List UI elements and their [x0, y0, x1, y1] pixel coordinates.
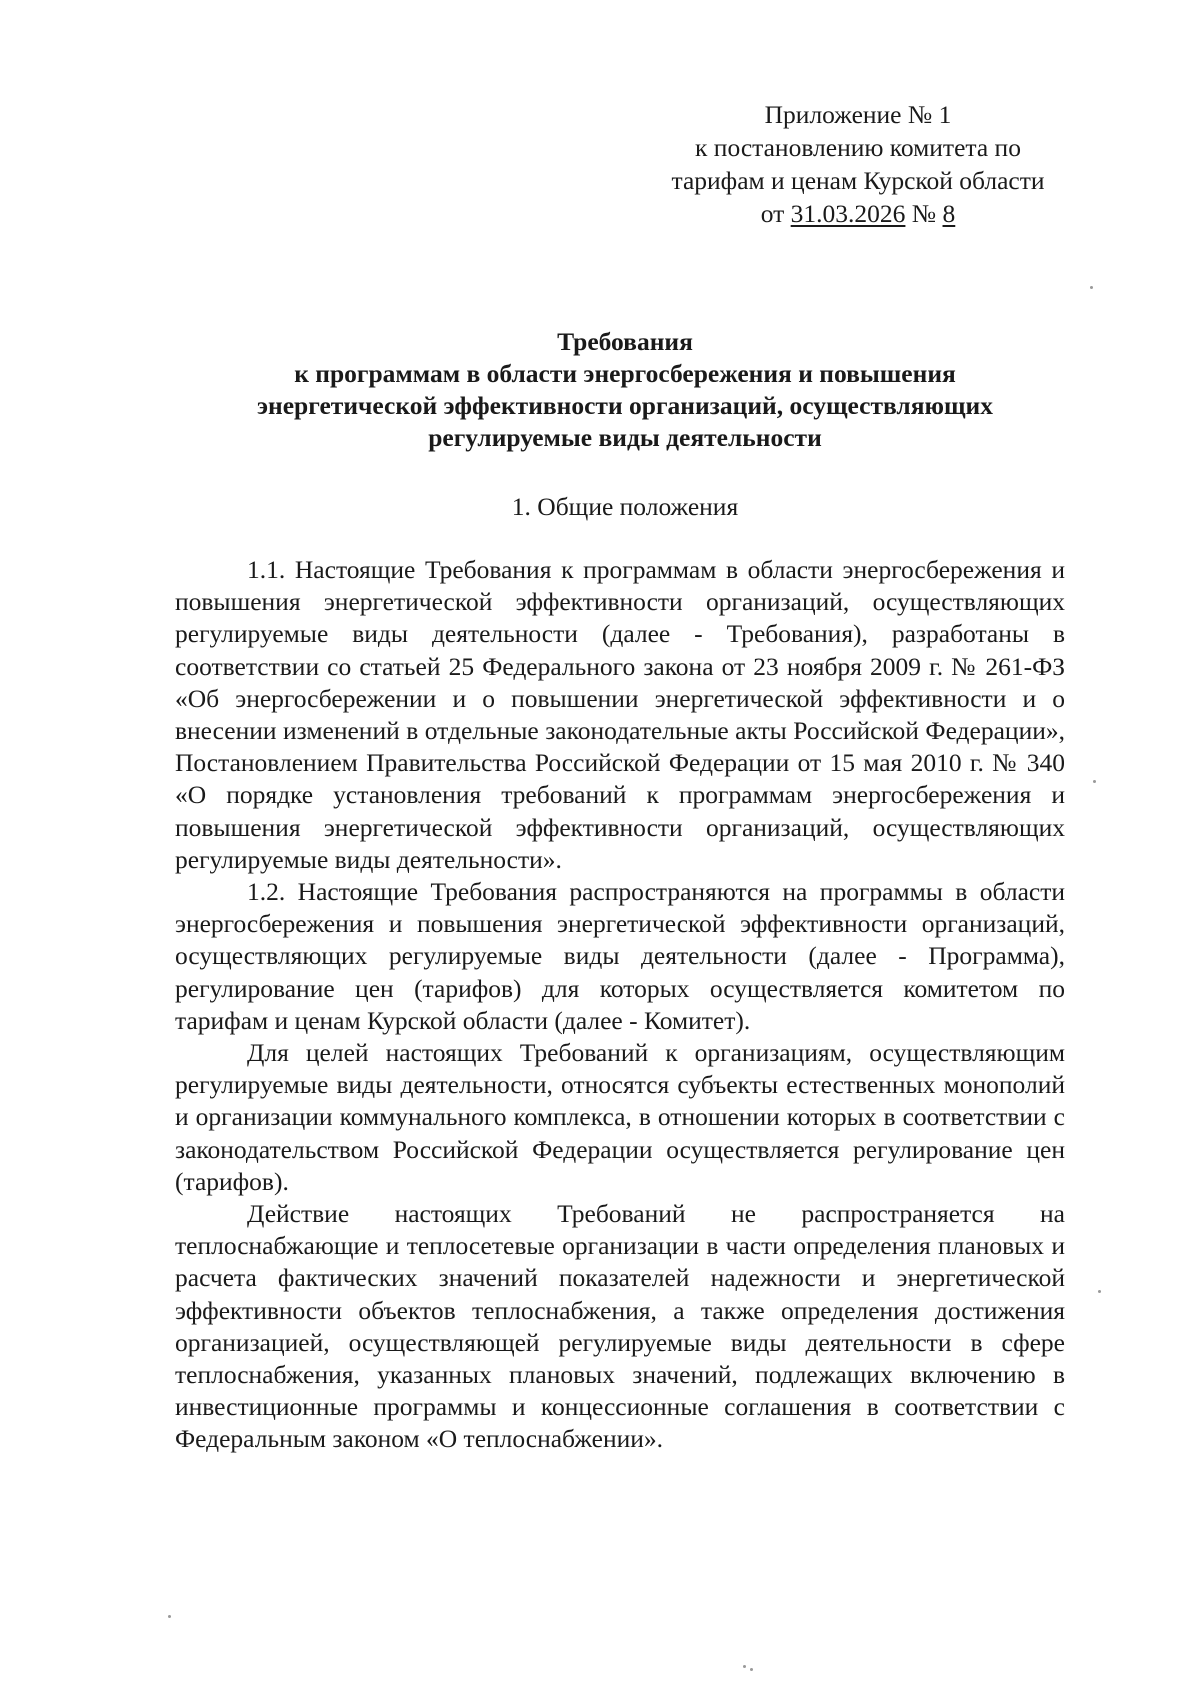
section-heading: 1. Общие положения	[511, 492, 739, 521]
appendix-line-2: к постановлению комитета по	[695, 133, 1021, 162]
scan-dot	[1098, 1290, 1101, 1293]
appendix-date: 31.03.2026	[790, 199, 906, 228]
scan-dot	[1090, 286, 1093, 289]
scan-dot	[750, 1668, 753, 1671]
title-line-4: регулируемые виды деятельности	[428, 423, 822, 452]
paragraph-1-2: 1.2. Настоящие Требования распространяются на программы в области энергосбережения и повышения энергетической эффективности организаций, осуществляющих регулируемые виды деятельности (далее - Программа), регулирование цен (тарифов) для которых осуществляется комитетом по тарифам и ценам Курской области (далее - Комитет).	[175, 877, 1065, 1035]
scan-dot	[1093, 780, 1096, 783]
paragraph-definition: Для целей настоящих Требований к организациям, осуществляющим регулируемые виды деятельности, относятся субъекты естественных монополий и организации коммунального комплекса, в отношении которых в соответствии с законодательством Российской Федерации осуществляется регулирование цен (тарифов).	[175, 1038, 1065, 1196]
appendix-date-prefix: от	[760, 199, 791, 228]
scan-dot	[168, 1615, 171, 1618]
appendix-line-4	[628, 197, 1088, 230]
title-line-2: к программам в области энергосбережения и повышения	[294, 359, 956, 388]
scan-dot	[743, 1665, 746, 1668]
paragraph-exclusion: Действие настоящих Требований не распространяется на теплоснабжающие и теплосетевые организации в части определения плановых и расчета фактических значений показателей надежности и энергетической эффективности объектов теплоснабжения, а также определения достижения организацией, осуществляющей регулируемые виды деятельности в сфере теплоснабжения, указанных плановых значений, подлежащих включению в инвестиционные программы и концессионные соглашения в соответствии с Федеральным законом «О теплоснабжении».	[175, 1199, 1065, 1454]
title-line-1: Требования	[557, 327, 693, 356]
appendix-line-3: тарифам и ценам Курской области	[671, 166, 1045, 195]
title-line-3: энергетической эффективности организаций, осуществляющих	[257, 391, 993, 420]
appendix-line-1: Приложение № 1	[764, 100, 952, 129]
appendix-block	[628, 98, 1088, 230]
document-body	[175, 554, 1065, 1456]
appendix-number: 8	[942, 199, 956, 228]
document-title	[175, 326, 1075, 454]
paragraph-1-1: 1.1. Настоящие Требования к программам в области энергосбережения и повышения энергетической эффективности организаций, осуществляющих регулируемые виды деятельности (далее - Требования), разработаны в соответствии со статьей 25 Федерального закона от 23 ноября 2009 г. № 261-ФЗ «Об энергосбережении и о повышении энергетической эффективности и о внесении изменений в отдельные законодательные акты Российской Федерации», Постановлением Правительства Российской Федерации от 15 мая 2010 г. № 340 «О порядке установления требований к программам энергосбережения и повышения энергетической эффективности организаций, осуществляющих регулируемые виды деятельности».	[175, 555, 1065, 874]
appendix-number-prefix: №	[905, 199, 943, 228]
